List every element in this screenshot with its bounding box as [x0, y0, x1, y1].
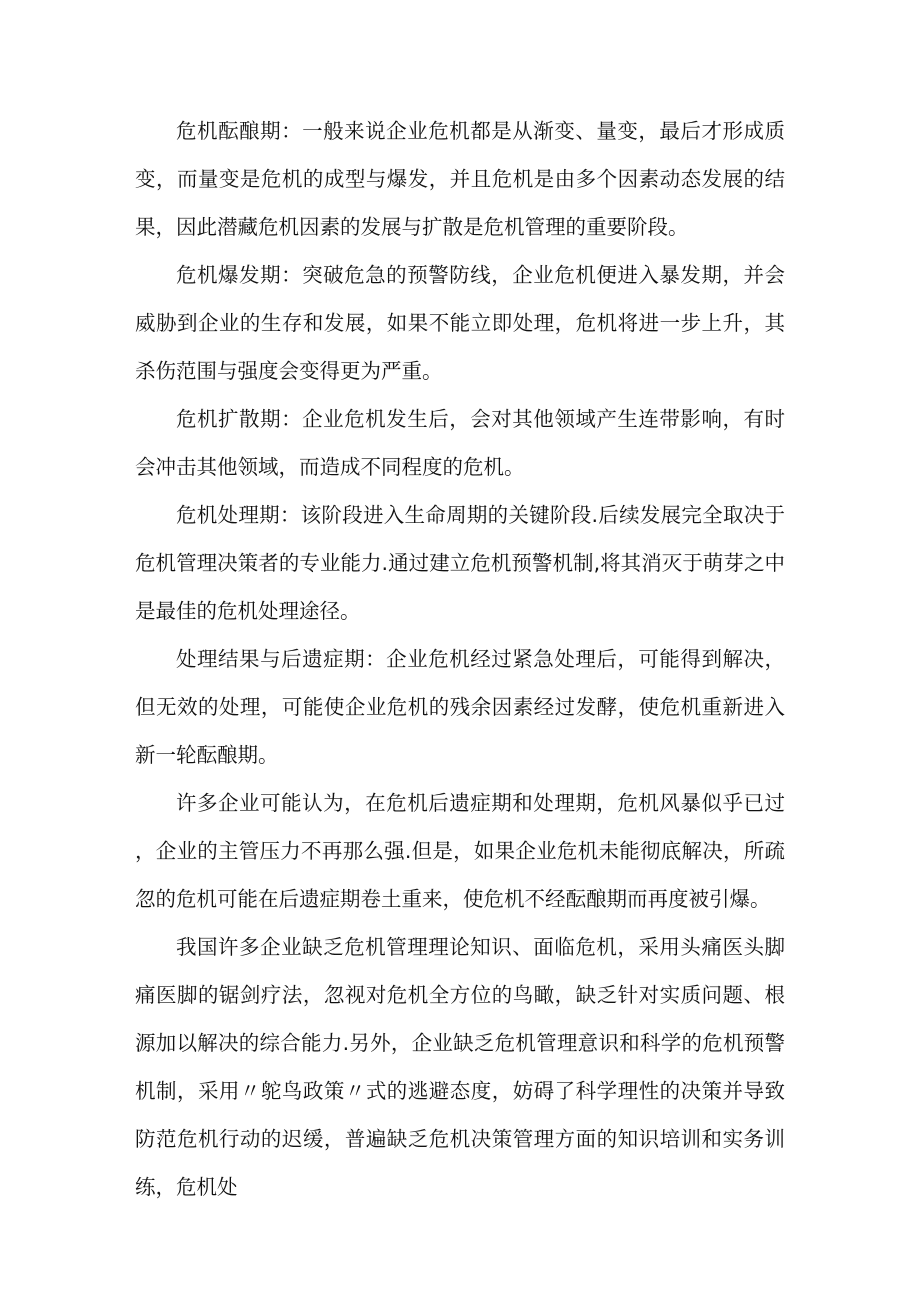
paragraph-outbreak-period: 危机爆发期：突破危急的预警防线，企业危机便进入暴发期，并会威胁到企业的生存和发展，如果不能立即处理，危机将进一步上升，其杀伤范围与强度会变得更为严重。 [135, 263, 785, 383]
paragraph-handling-period: 危机处理期：该阶段进入生命周期的关键阶段.后续发展完全取决于危机管理决策者的专业能力.通过建立危机预警机制,将其消灭于萌芽之中是最佳的危机处理途径。 [135, 503, 785, 623]
paragraph-aftermath-period: 处理结果与后遗症期：企业危机经过紧急处理后，可能得到解决，但无效的处理，可能使企业危机的残余因素经过发酵，使危机重新进入新一轮酝酿期。 [135, 647, 785, 767]
paragraph-incubation-period: 危机酝酿期：一般来说企业危机都是从渐变、量变，最后才形成质变，而量变是危机的成型与爆发，并且危机是由多个因素动态发展的结果，因此潜藏危机因素的发展与扩散是危机管理的重要阶段。 [135, 119, 785, 239]
paragraph-misconception: 许多企业可能认为，在危机后遗症期和处理期，危机风暴似乎已过，企业的主管压力不再那么强.但是，如果企业危机未能彻底解决，所疏忽的危机可能在后遗症期卷土重来，使危机不经酝酿期而再度被引爆。 [135, 791, 785, 911]
document-body [135, 107, 785, 1211]
paragraph-domestic-enterprises: 我国许多企业缺乏危机管理理论知识、面临危机，采用头痛医头脚痛医脚的锯剑疗法，忽视对危机全方位的鸟瞰，缺乏针对实质问题、根源加以解决的综合能力.另外，企业缺乏危机管理意识和科学的危机预警机制，采用〃鸵鸟政策〃式的逃避态度，妨碍了科学理性的决策并导致防范危机行动的迟缓，普遍缺乏危机决策管理方面的知识培训和实务训练，危机处 [135, 935, 785, 1199]
paragraph-spread-period: 危机扩散期：企业危机发生后，会对其他领域产生连带影响，有时会冲击其他领域，而造成不同程度的危机。 [135, 407, 785, 479]
